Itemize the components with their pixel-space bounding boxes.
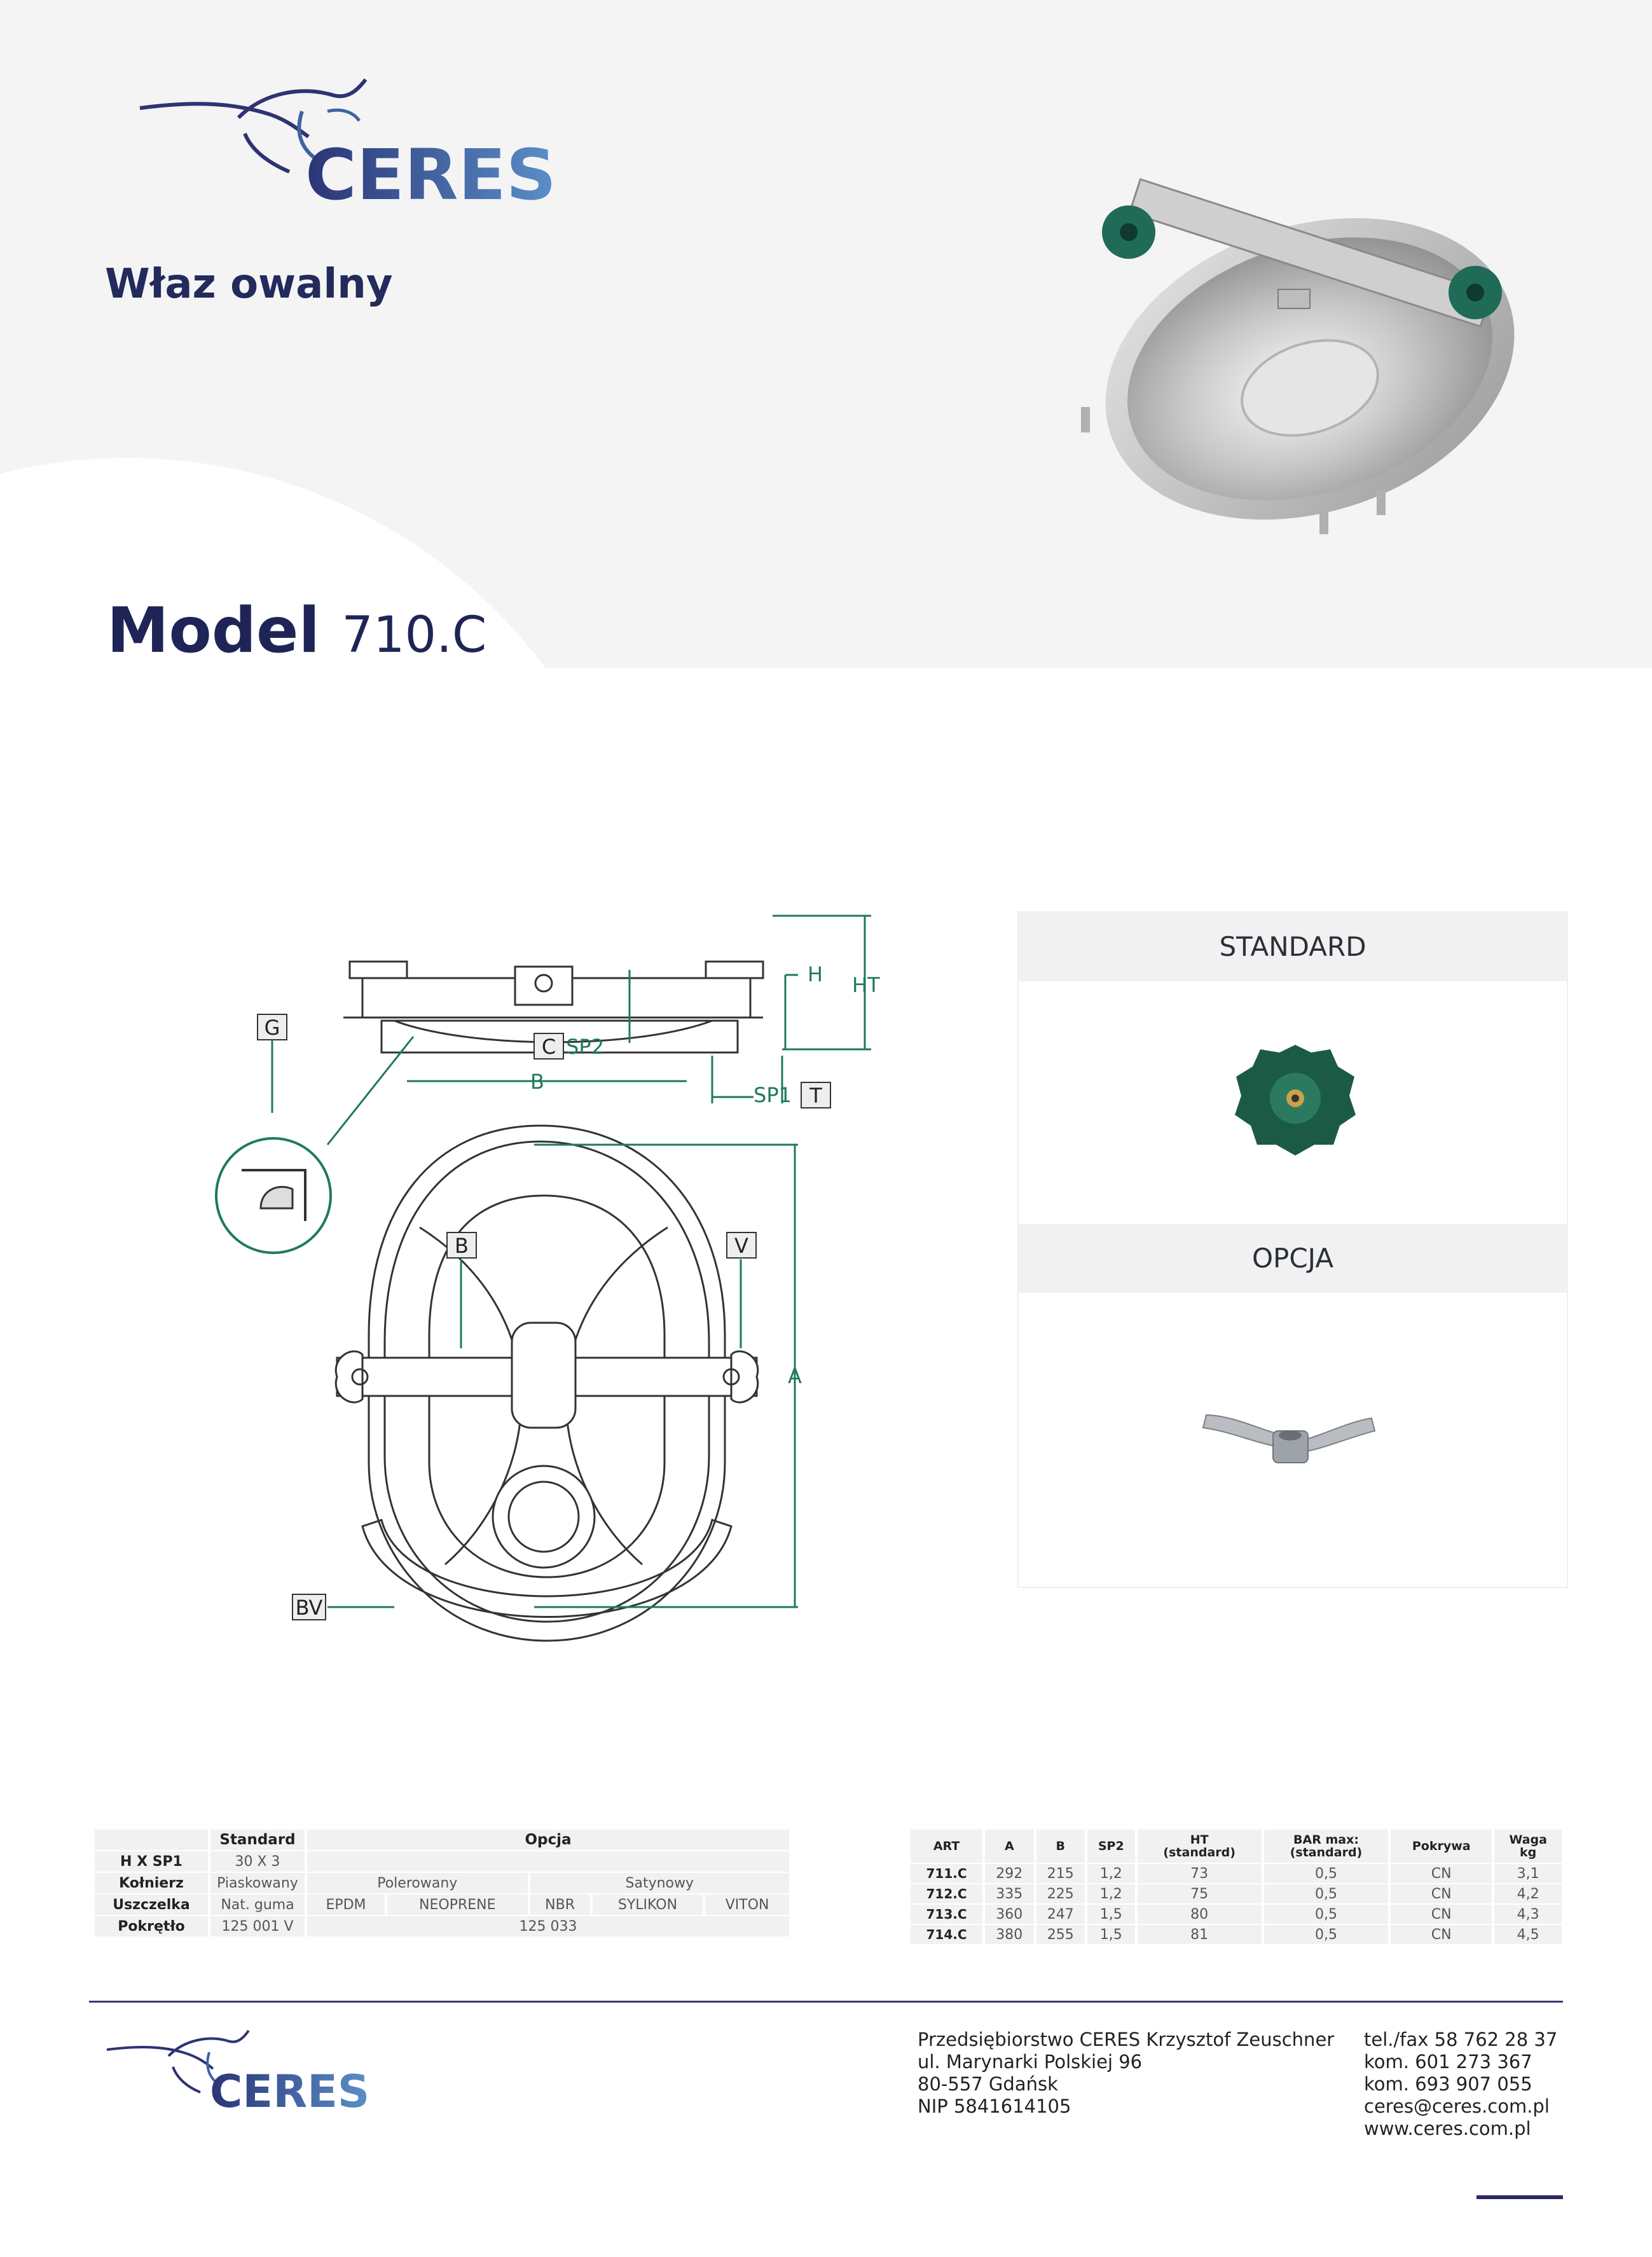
footer-ceres-logo[interactable] — [105, 2026, 385, 2118]
art-header-row — [911, 1830, 1562, 1863]
logo-text: CERES — [305, 134, 556, 210]
art-cell: 3,1 — [1494, 1864, 1562, 1883]
label-sp1: SP1 — [754, 1083, 792, 1107]
label-bv: BV — [295, 1596, 323, 1620]
art-cell: 711.C — [911, 1864, 982, 1883]
label-b-side: B — [530, 1070, 544, 1094]
art-header-cell: Waga kg — [1494, 1830, 1562, 1863]
art-table — [908, 1828, 1564, 1945]
footer-address — [918, 2029, 1334, 2118]
label-h: H — [808, 962, 823, 986]
art-cell: 0,5 — [1264, 1864, 1388, 1883]
spec-row-option: EPDM — [307, 1895, 385, 1915]
art-header-cell: BAR max: (standard) — [1264, 1830, 1388, 1863]
art-cell: 380 — [985, 1925, 1033, 1944]
green-knob-right-icon — [1449, 266, 1502, 319]
spec-row-option: NBR — [530, 1895, 590, 1915]
art-header-cell: B — [1036, 1830, 1085, 1863]
spec-header-row — [95, 1830, 789, 1850]
contact-email-link[interactable]: ceres@ceres.com.pl — [1364, 2095, 1550, 2117]
spec-row-standard: Piaskowany — [210, 1873, 305, 1893]
spec-row-label: Pokrętło — [95, 1916, 208, 1936]
art-cell: 225 — [1036, 1884, 1085, 1903]
art-cell: 4,5 — [1494, 1925, 1562, 1944]
art-cell: 335 — [985, 1884, 1033, 1903]
art-header-cell: SP2 — [1087, 1830, 1135, 1863]
spec-row-label: H X SP1 — [95, 1851, 208, 1872]
art-header-cell: Pokrywa — [1391, 1830, 1492, 1863]
art-cell: CN — [1391, 1905, 1492, 1924]
variant-option-header: OPCJA — [1019, 1224, 1567, 1293]
art-cell: 360 — [985, 1905, 1033, 1924]
art-cell: 255 — [1036, 1925, 1085, 1944]
spec-row-standard: Nat. guma — [210, 1895, 305, 1915]
label-v: V — [734, 1234, 748, 1258]
art-cell: 714.C — [911, 1925, 982, 1944]
contact-mobile[interactable]: kom. 601 273 367 — [1364, 2051, 1532, 2073]
variant-panel — [1017, 911, 1568, 1588]
product-photo — [1043, 159, 1552, 556]
art-cell: 80 — [1138, 1905, 1262, 1924]
ceres-logo[interactable] — [137, 73, 595, 213]
model-title — [107, 595, 486, 667]
footer-contact — [1364, 2029, 1557, 2140]
art-row — [911, 1864, 1562, 1883]
address-line: NIP 5841614105 — [918, 2095, 1071, 2117]
art-cell: 81 — [1138, 1925, 1262, 1944]
footer-accent-bar — [1476, 2195, 1563, 2199]
art-cell: 75 — [1138, 1884, 1262, 1903]
spec-row-option: VITON — [705, 1895, 789, 1915]
art-cell: 0,5 — [1264, 1905, 1388, 1924]
art-row — [911, 1884, 1562, 1903]
art-cell: 247 — [1036, 1905, 1085, 1924]
art-cell: 0,5 — [1264, 1925, 1388, 1944]
contact-mobile[interactable]: kom. 693 907 055 — [1364, 2073, 1532, 2095]
art-header-cell: ART — [911, 1830, 982, 1863]
spec-row-standard: 30 X 3 — [210, 1851, 305, 1872]
variant-standard-header: STANDARD — [1019, 913, 1567, 981]
spec-row-standard: 125 001 V — [210, 1916, 305, 1936]
spec-row-option: Polerowany — [307, 1873, 528, 1893]
spec-row-hxsp1 — [95, 1851, 789, 1872]
wing-nut-icon — [1194, 1396, 1384, 1475]
green-knob-left-icon — [1102, 205, 1155, 259]
label-a: A — [788, 1364, 802, 1388]
label-c: C — [541, 1035, 556, 1059]
spec-row-label: Uszczelka — [95, 1895, 208, 1915]
address-line: Przedsiębiorstwo CERES Krzysztof Zeuschner — [918, 2029, 1335, 2050]
label-g: G — [264, 1016, 280, 1040]
art-cell: 4,3 — [1494, 1905, 1562, 1924]
spec-header-option: Opcja — [307, 1830, 789, 1850]
footer-divider — [89, 2001, 1563, 2003]
model-number: 710.C — [341, 607, 487, 664]
art-header-cell: HT (standard) — [1138, 1830, 1262, 1863]
art-cell: 713.C — [911, 1905, 982, 1924]
address-line: ul. Marynarki Polskiej 96 — [918, 2051, 1143, 2073]
spec-row-label: Kołnierz — [95, 1873, 208, 1893]
art-row — [911, 1925, 1562, 1944]
spec-row-flange — [95, 1873, 789, 1893]
art-cell: 712.C — [911, 1884, 982, 1903]
address-line: 80-557 Gdańsk — [918, 2073, 1058, 2095]
art-row — [911, 1905, 1562, 1924]
art-cell: 292 — [985, 1864, 1033, 1883]
spec-row-option: 125 033 — [307, 1916, 789, 1936]
model-label: Model — [107, 595, 320, 667]
label-t: T — [809, 1084, 822, 1108]
art-cell: 1,2 — [1087, 1864, 1135, 1883]
label-b-top: B — [455, 1234, 469, 1258]
art-cell: 4,2 — [1494, 1884, 1562, 1903]
contact-website-link[interactable]: www.ceres.com.pl — [1364, 2118, 1531, 2139]
product-subtitle: Właz owalny — [105, 261, 393, 308]
art-cell: CN — [1391, 1884, 1492, 1903]
art-header-cell: A — [985, 1830, 1033, 1863]
spec-row-option: SYLIKON — [593, 1895, 703, 1915]
spec-row-option: NEOPRENE — [387, 1895, 528, 1915]
spec-row-option: Satynowy — [530, 1873, 789, 1893]
footer-logo-text: CERES — [210, 2066, 370, 2115]
contact-phone[interactable]: tel./fax 58 762 28 37 — [1364, 2029, 1558, 2050]
art-cell: 73 — [1138, 1864, 1262, 1883]
spec-row-option-empty — [307, 1851, 789, 1872]
art-cell: 1,5 — [1087, 1905, 1135, 1924]
technical-drawing — [191, 890, 890, 1695]
spec-row-knob — [95, 1916, 789, 1936]
art-cell: 1,2 — [1087, 1884, 1135, 1903]
label-ht: HT — [852, 973, 880, 997]
art-cell: 1,5 — [1087, 1925, 1135, 1944]
spec-header-standard: Standard — [210, 1830, 305, 1850]
art-cell: CN — [1391, 1925, 1492, 1944]
standard-knob-icon — [1229, 1040, 1362, 1164]
art-cell: CN — [1391, 1864, 1492, 1883]
spec-header-empty — [95, 1830, 208, 1850]
spec-row-gasket — [95, 1895, 789, 1915]
art-cell: 215 — [1036, 1864, 1085, 1883]
label-sp2: SP2 — [566, 1035, 604, 1059]
spec-table — [92, 1828, 792, 1938]
art-cell: 0,5 — [1264, 1884, 1388, 1903]
